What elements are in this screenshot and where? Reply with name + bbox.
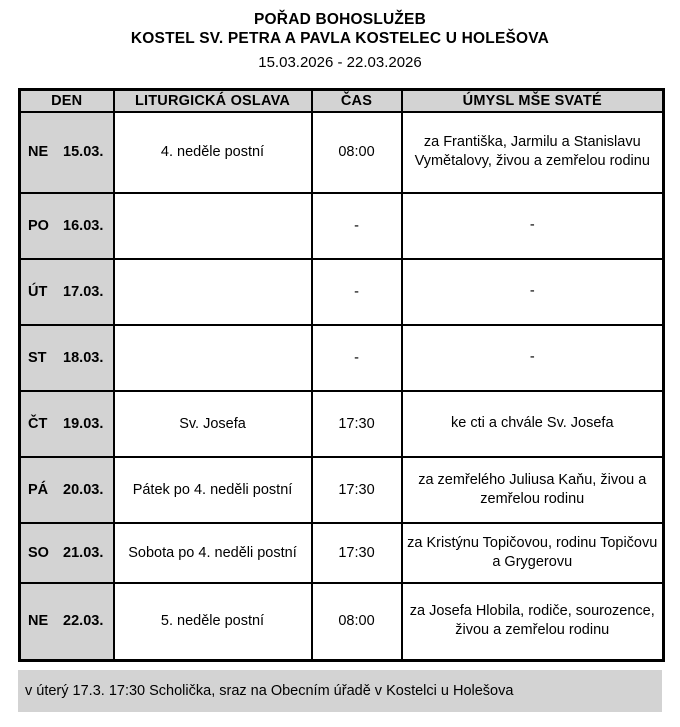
- time-cell: 17:30: [312, 391, 402, 457]
- time-cell: 17:30: [312, 523, 402, 583]
- table-row: [20, 259, 664, 325]
- intention-cell: za zemřelého Juliusa Kaňu, živou a zemřelou rodinu: [402, 457, 664, 523]
- time-cell: -: [312, 193, 402, 259]
- day-abbreviation: PO: [28, 217, 49, 234]
- day-abbreviation: ČT: [28, 415, 48, 432]
- day-cell: [20, 523, 114, 583]
- footer-note: [18, 670, 662, 712]
- page-title: POŘAD BOHOSLUŽEB: [254, 11, 426, 28]
- day-date: 20.03.: [63, 481, 104, 498]
- day-date: 19.03.: [63, 415, 104, 432]
- time-cell: -: [312, 325, 402, 391]
- celebration-cell: Sobota po 4. neděli postní: [114, 523, 312, 583]
- day-cell: [20, 457, 114, 523]
- intention-cell: za Kristýnu Topičovou, rodinu Topičovu a Grygerovu: [402, 523, 664, 583]
- table-row: [20, 193, 664, 259]
- table-row: [20, 112, 664, 193]
- day-abbreviation: ST: [28, 349, 47, 366]
- column-header-cas: ČAS: [312, 90, 402, 112]
- day-cell: [20, 325, 114, 391]
- day-cell: [20, 259, 114, 325]
- table-row: [20, 457, 664, 523]
- day-date: 22.03.: [63, 613, 104, 630]
- day-abbreviation: NE: [28, 613, 49, 630]
- celebration-cell: [114, 259, 312, 325]
- time-cell: -: [312, 259, 402, 325]
- day-cell: [20, 391, 114, 457]
- page-subtitle: KOSTEL SV. PETRA A PAVLA KOSTELEC U HOLEŠOVA: [130, 30, 550, 47]
- column-header-liturgicka-oslava: LITURGICKÁ OSLAVA: [114, 90, 312, 112]
- schedule-table: [18, 88, 665, 662]
- column-header-den: DEN: [20, 90, 114, 112]
- intention-cell: -: [402, 325, 664, 391]
- day-abbreviation: NE: [28, 144, 49, 160]
- day-date: 18.03.: [63, 349, 104, 366]
- table-header-row: [20, 90, 664, 112]
- day-date: 17.03.: [63, 283, 104, 300]
- intention-cell: -: [402, 193, 664, 259]
- celebration-cell: [114, 193, 312, 259]
- day-date: 16.03.: [63, 217, 104, 234]
- celebration-cell: 4. neděle postní: [114, 112, 312, 193]
- day-cell: [20, 583, 114, 661]
- document-header: [0, 0, 680, 72]
- intention-cell: za Františka, Jarmilu a Stanislavu Vymětalovy, živou a zemřelou rodinu: [402, 112, 664, 193]
- day-abbreviation: SO: [28, 544, 49, 561]
- day-cell: [20, 112, 114, 193]
- footer-note-text: v úterý 17.3. 17:30 Scholička, sraz na Obecním úřadě v Kostelci u Holešova: [25, 683, 514, 699]
- day-cell: [20, 193, 114, 259]
- celebration-cell: Pátek po 4. neděli postní: [114, 457, 312, 523]
- intention-cell: -: [402, 259, 664, 325]
- table-row: [20, 583, 664, 661]
- day-date: 21.03.: [63, 544, 104, 561]
- table-row: [20, 523, 664, 583]
- time-cell: 17:30: [312, 457, 402, 523]
- table-body: [20, 112, 664, 661]
- celebration-cell: 5. neděle postní: [114, 583, 312, 661]
- day-abbreviation: ÚT: [28, 283, 48, 300]
- table-row: [20, 325, 664, 391]
- day-date: 15.03.: [63, 144, 104, 160]
- column-header-umysl-mse-svate: ÚMYSL MŠE SVATÉ: [402, 90, 664, 112]
- celebration-cell: Sv. Josefa: [114, 391, 312, 457]
- date-range: 15.03.2026 - 22.03.2026: [258, 54, 422, 71]
- intention-cell: za Josefa Hlobila, rodiče, sourozence, živou a zemřelou rodinu: [402, 583, 664, 661]
- time-cell: 08:00: [312, 583, 402, 661]
- celebration-cell: [114, 325, 312, 391]
- table-row: [20, 391, 664, 457]
- time-cell: 08:00: [312, 112, 402, 193]
- intention-cell: ke cti a chvále Sv. Josefa: [402, 391, 664, 457]
- day-abbreviation: PÁ: [28, 481, 49, 498]
